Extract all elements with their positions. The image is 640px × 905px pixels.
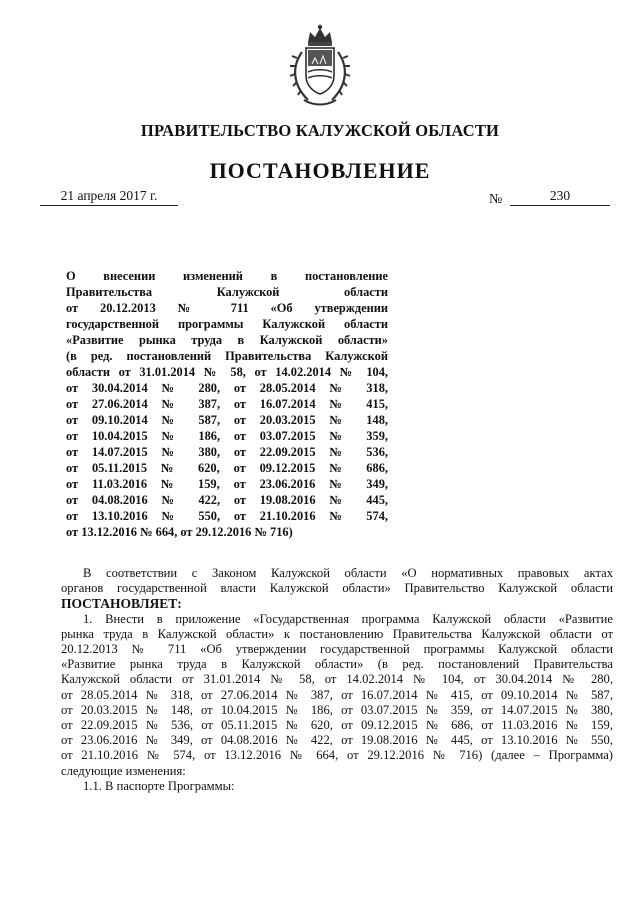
subject-line: от 13.12.2016 № 664, от 29.12.2016 № 716) <box>66 525 293 539</box>
body-line: «Развитие рынка труда в Калужской области» (в ред. постановлений Правительства <box>61 657 613 672</box>
body-line: следующие изменения: <box>61 763 186 778</box>
body-line: рынка труда в Калужской области» к постановлению Правительства Калужской области от <box>61 626 613 641</box>
subject-line: «Развитие рынка труда в Калужской области» <box>66 333 388 347</box>
subject-line: от 27.06.2014 № 387, от 16.07.2014 № 415, <box>66 397 388 411</box>
document-body <box>61 566 613 794</box>
resolves-heading: ПОСТАНОВЛЯЕТ: <box>61 596 182 612</box>
document-type: ПОСТАНОВЛЕНИЕ <box>209 158 431 183</box>
body-line: 20.12.2013 № 711 «Об утверждении государственной программы Калужской области <box>61 642 613 657</box>
body-line: Калужской области от 31.01.2014 № 58, от 14.02.2014 № 104, от 30.04.2014 № 280, <box>61 672 613 687</box>
body-line: от 28.05.2014 № 318, от 27.06.2014 № 387, от 16.07.2014 № 415, от 09.10.2014 № 587, <box>61 687 613 702</box>
subject-line: от 05.11.2015 № 620, от 09.12.2015 № 686, <box>66 461 388 475</box>
subject-line: от 04.08.2016 № 422, от 19.08.2016 № 445, <box>66 493 388 507</box>
body-line: 1.1. В паспорте Программы: <box>83 778 235 793</box>
subject-line: от 11.03.2016 № 159, от 23.06.2016 № 349, <box>66 477 388 491</box>
body-line: от 20.03.2015 № 148, от 10.04.2015 № 186, от 03.07.2015 № 359, от 14.07.2015 № 380, <box>61 702 613 717</box>
subject-line: области от 31.01.2014 № 58, от 14.02.2014 № 104, <box>66 365 388 379</box>
number-label: № <box>489 192 503 207</box>
subject-line: (в ред. постановлений Правительства Калужской <box>66 349 388 363</box>
subject-line: от 14.07.2015 № 380, от 22.09.2015 № 536, <box>66 445 388 459</box>
subject-line: Правительства Калужской области <box>66 285 388 299</box>
body-line: от 21.10.2016 № 574, от 13.12.2016 № 664, от 29.12.2016 № 716) (далее – Программа) <box>61 748 613 763</box>
body-line: от 23.06.2016 № 349, от 04.08.2016 № 422, от 19.08.2016 № 445, от 13.10.2016 № 550, <box>61 733 613 748</box>
body-line: органов государственной власти Калужской области» Правительство Калужской области <box>61 581 613 596</box>
subject-line: от 09.10.2014 № 587, от 20.03.2015 № 148, <box>66 413 388 427</box>
document-date: 21 апреля 2017 г. <box>40 188 178 206</box>
subject-line: от 20.12.2013 № 711 «Об утверждении <box>66 301 388 315</box>
subject-line: О внесении изменений в постановление <box>66 269 388 283</box>
subject-line: государственной программы Калужской области <box>66 317 388 331</box>
body-line: от 22.09.2015 № 536, от 05.11.2015 № 620, от 09.12.2015 № 686, от 11.03.2016 № 159, <box>61 718 613 733</box>
body-line: 1. Внести в приложение «Государственная программа Калужской области «Развитие <box>83 611 613 626</box>
kaluga-coat-of-arms-icon <box>288 22 352 108</box>
document-subject <box>66 268 388 540</box>
subject-line: от 30.04.2014 № 280, от 28.05.2014 № 318, <box>66 381 388 395</box>
government-title: ПРАВИТЕЛЬСТВО КАЛУЖСКОЙ ОБЛАСТИ <box>140 121 500 140</box>
subject-line: от 10.04.2015 № 186, от 03.07.2015 № 359, <box>66 429 388 443</box>
subject-line: от 13.10.2016 № 550, от 21.10.2016 № 574, <box>66 509 388 523</box>
document-number: 230 <box>510 188 610 206</box>
body-line: В соответствии с Законом Калужской области «О нормативных правовых актах <box>83 566 613 580</box>
